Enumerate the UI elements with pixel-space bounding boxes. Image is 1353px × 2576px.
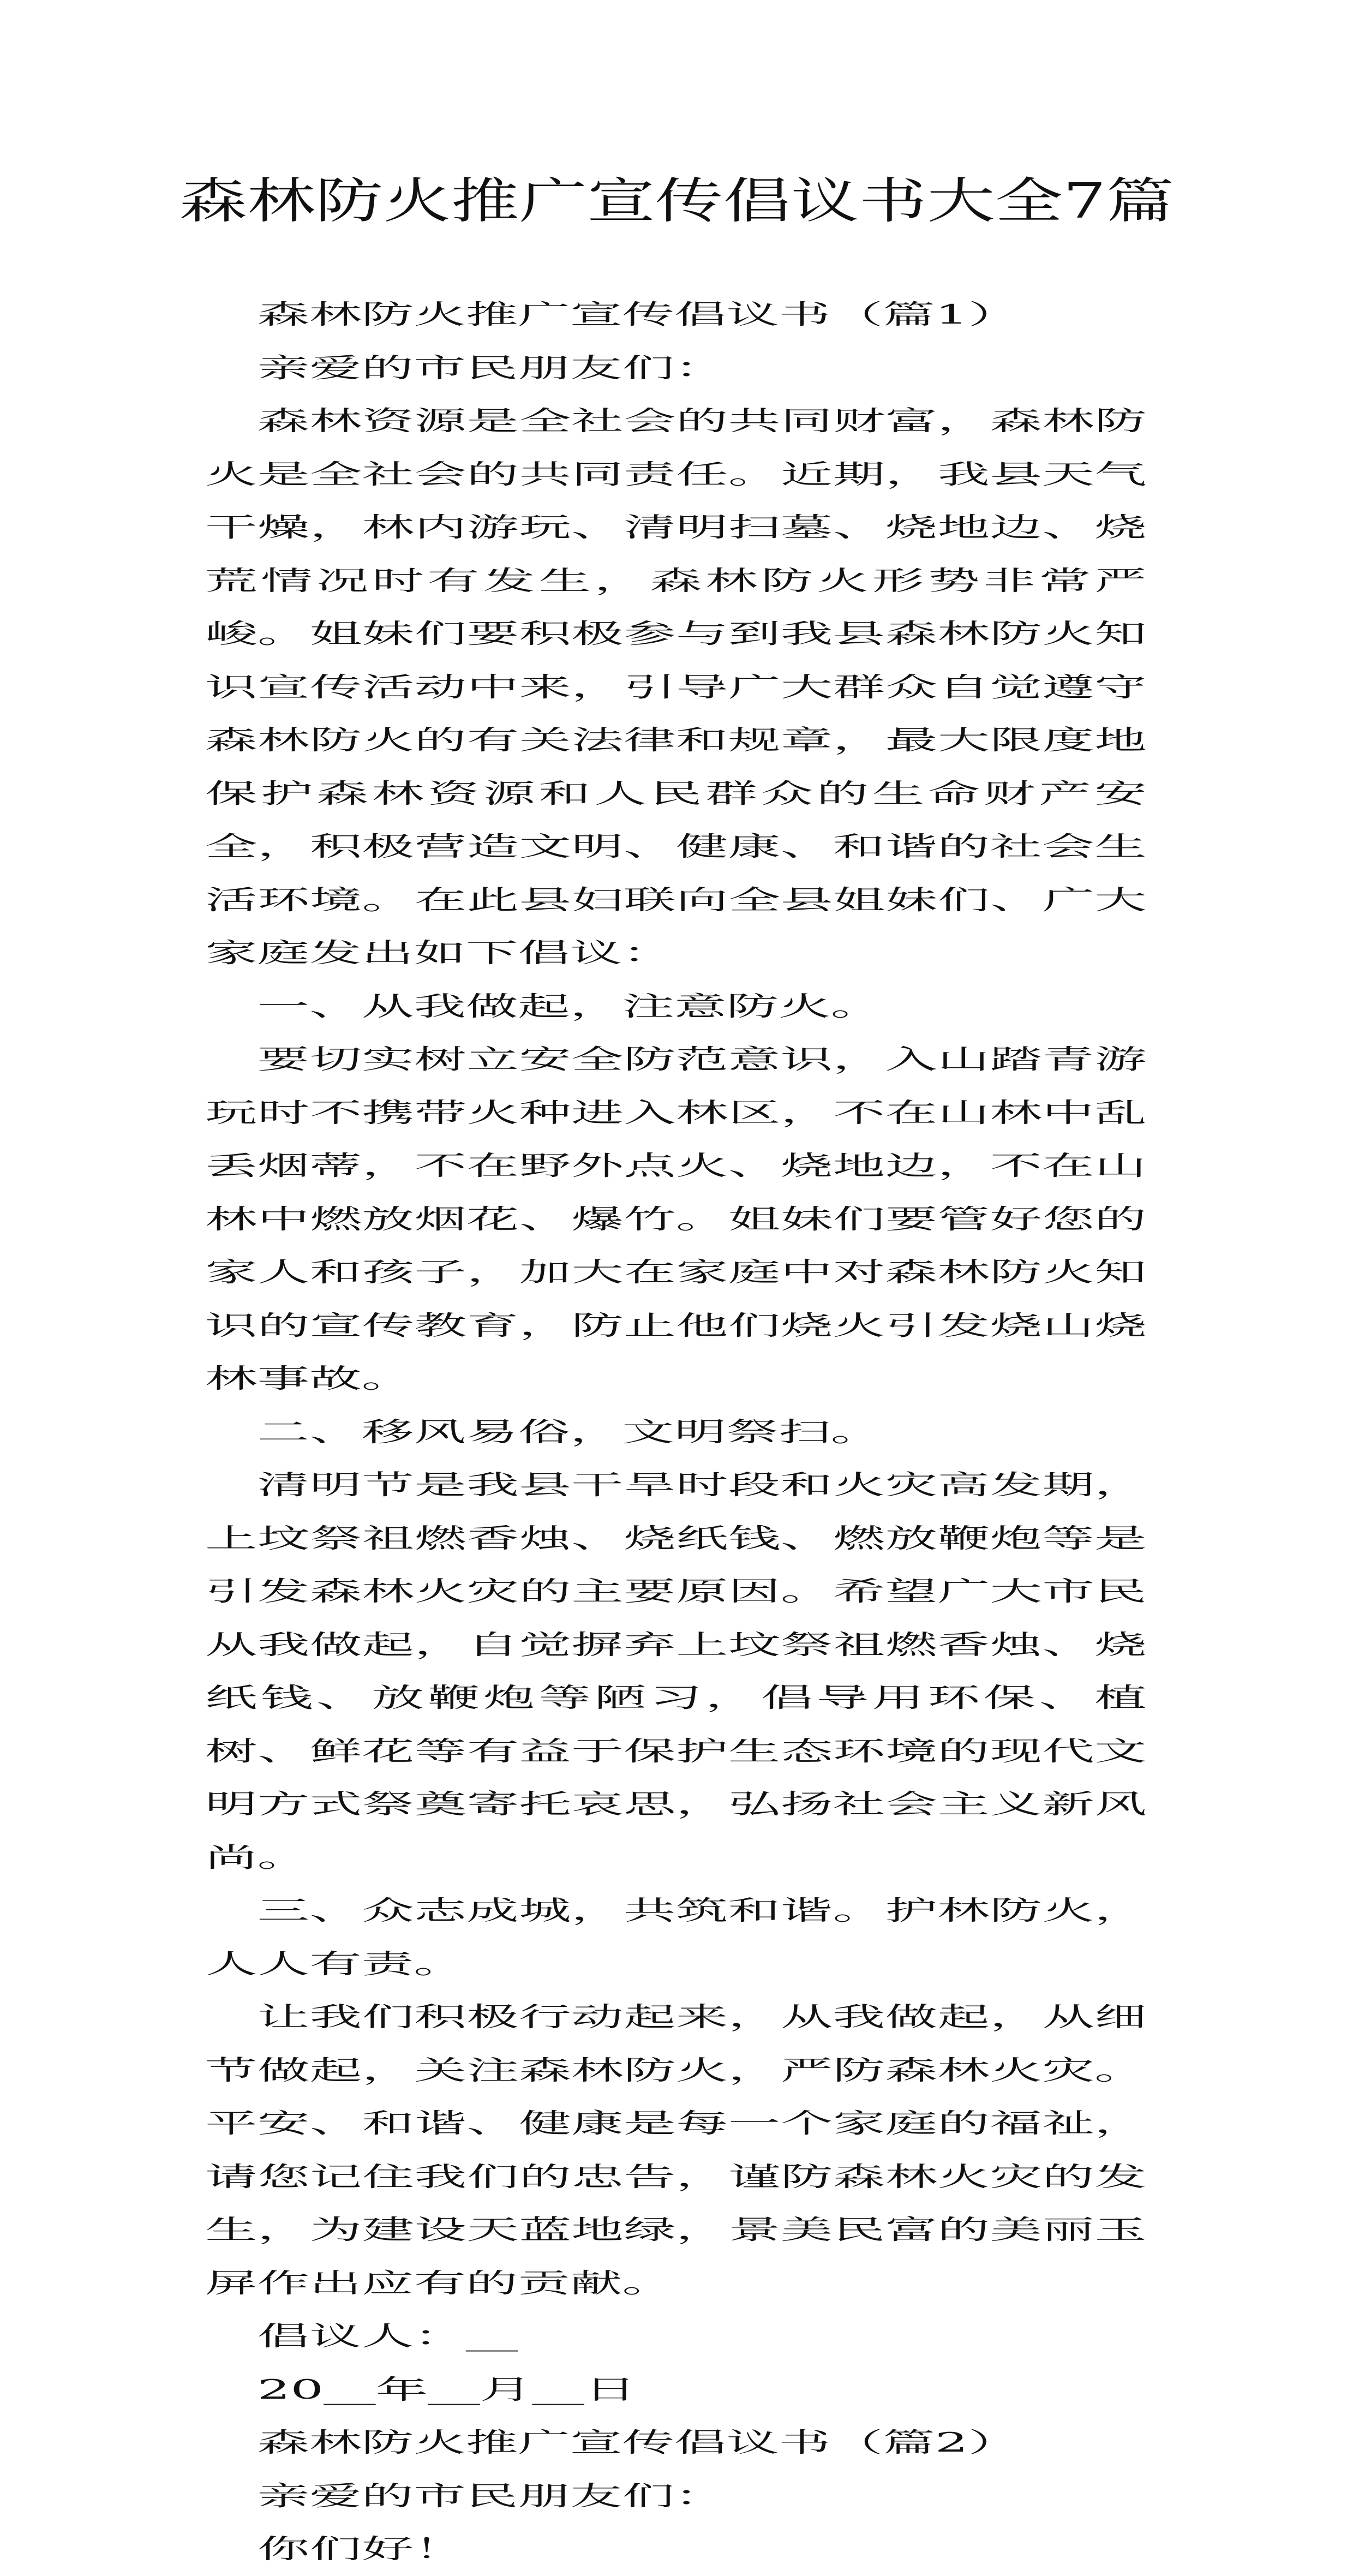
greeting: 你们好！: [257, 2533, 466, 2565]
paragraph: 清明节是我县干旱时段和火灾高发期，上坟祭祖燃香烛、烧纸钱、燃放鞭炮等是引发森林火灾的主要原因。希望广大市民从我做起，自觉摒弃上坟祭祖燃香烛、烧纸钱、放鞭炮等陋习，倡导用环保、植树、鲜花等有益于保护生态环境的现代文明方式祭奠寄托哀思，弘扬社会主义新风尚。: [205, 1469, 1147, 1873]
section-heading: 森林防火推广宣传倡议书（篇2）: [257, 2427, 1021, 2458]
paragraph: 让我们积极行动起来，从我做起，从细节做起，关注森林防火，严防森林火灾。平安、和谐、健康是每一个家庭的福祉，请您记住我们的忠告，谨防森林火灾的发生，为建设天蓝地绿，景美民富的美丽玉屏作出应有的贡献。: [205, 2001, 1147, 2299]
document-title-text: 森林防火推广宣传倡议书大全7篇: [179, 172, 1174, 229]
document-title: [0, 174, 1353, 228]
point-heading: 三、众志成城，共筑和谐。护林防火，人人有责。: [205, 1895, 1147, 1980]
document-body: [205, 288, 1147, 2576]
point-heading: 二、移风易俗，文明祭扫。: [257, 1416, 883, 1448]
salutation: 亲爱的市民朋友们：: [257, 2480, 727, 2512]
salutation: 亲爱的市民朋友们：: [257, 352, 727, 384]
paragraph: 要切实树立安全防范意识，入山踏青游玩时不携带火种进入林区，不在山林中乱丢烟蒂，不在野外点火、烧地边，不在山林中燃放烟花、爆竹。姐妹们要管好您的家人和孩子，加大在家庭中对森林防火知识的宣传教育，防止他们烧火引发烧山烧林事故。: [205, 1044, 1147, 1394]
section-heading: 森林防火推广宣传倡议书（篇1）: [257, 299, 1021, 330]
signatory: 倡议人：__: [257, 2321, 518, 2352]
point-heading: 一、从我做起，注意防火。: [257, 990, 883, 1022]
date-line: 20__年__月__日: [257, 2374, 637, 2405]
paragraph: 森林资源是全社会的共同财富，森林防火是全社会的共同责任。近期，我县天气干燥，林内游玩、清明扫墓、烧地边、烧荒情况时有发生，森林防火形势非常严峻。姐妹们要积极参与到我县森林防火知识宣传活动中来，引导广大群众自觉遵守森林防火的有关法律和规章，最大限度地保护森林资源和人民群众的生命财产安全，积极营造文明、健康、和谐的社会生活环境。在此县妇联向全县姐妹们、广大家庭发出如下倡议：: [205, 405, 1147, 969]
